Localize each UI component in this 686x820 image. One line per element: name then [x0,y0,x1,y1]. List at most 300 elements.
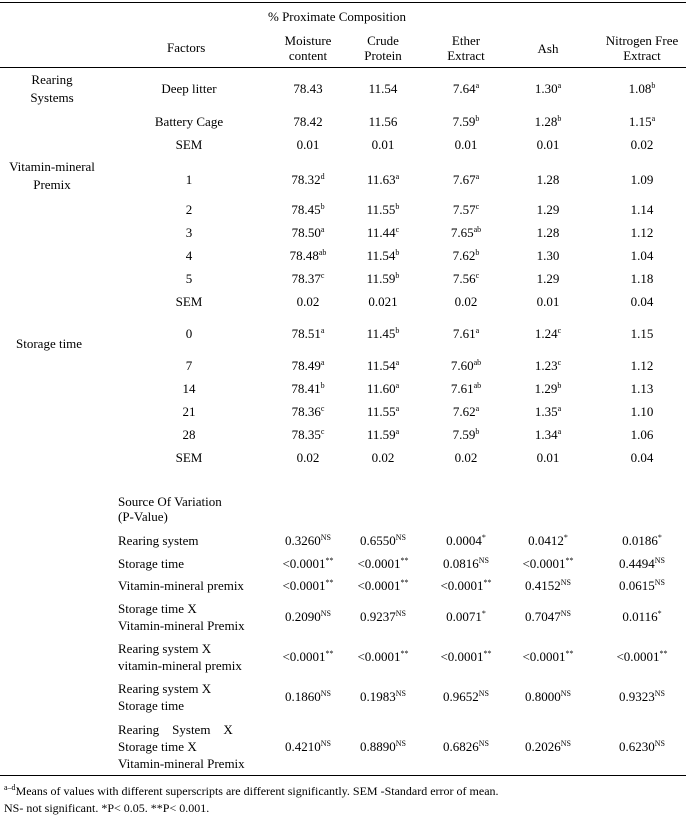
p-value-cell [338,689,428,704]
cell-value: 7.67 [452,172,476,187]
row-factor-name: 0 [185,326,193,341]
p-value-cell [421,556,511,571]
p-value-cell [597,739,686,754]
cell-superscript: ** [325,649,334,658]
cell-value: 1.15 [630,326,654,341]
table-cell [421,172,511,187]
cell-value: <0.0001 [357,649,401,664]
header-group-title: % Proximate Composition [268,9,406,24]
cell-superscript: d [320,172,325,181]
table-cell [338,381,428,396]
cell-superscript: a [320,225,325,234]
column-header-3-line-0: Ash [537,41,559,56]
cell-superscript: c [475,202,480,211]
cell-value: 11.59 [366,271,396,286]
cell-value: 7.56 [452,271,476,286]
table-cell [503,358,593,373]
table-cell [421,81,511,96]
group-label-2-line-0: Storage time [16,336,83,351]
row-factor-name: Battery Cage [154,114,224,129]
cell-superscript: ** [400,556,409,565]
cell-value: 1.12 [630,225,654,240]
cell-superscript: a [395,404,400,413]
table-cell [503,271,593,286]
cell-value: 0.9323 [619,689,655,704]
table-cell [597,404,686,419]
column-header-4-line-1: Extract [623,48,661,63]
cell-value: 0.9237 [360,609,396,624]
cell-value: 11.63 [366,172,396,187]
group-label-1-line-1: Premix [33,177,71,192]
cell-value: 0.9652 [443,689,479,704]
cell-superscript: ab [473,225,482,234]
column-header-1-line-1: Protein [364,48,402,63]
variation-row-label: Storage time X [118,601,197,616]
p-value-cell [421,533,511,548]
cell-value: 0.6826 [443,739,479,754]
footnote-line-1 [4,784,499,799]
table-cell [597,450,686,465]
cell-superscript: c [320,427,325,436]
table-cell [338,294,428,309]
cell-value: 0.8890 [360,739,396,754]
cell-superscript: ** [565,556,574,565]
table-cell [597,326,686,341]
cell-value: 11.55 [366,404,396,419]
cell-value: 0.021 [368,294,398,309]
cell-value: <0.0001 [616,649,660,664]
cell-value: 0.6230 [619,739,655,754]
cell-superscript: ** [483,649,492,658]
cell-value: <0.0001 [440,649,484,664]
cell-superscript: NS [320,609,331,618]
cell-value: <0.0001 [522,556,566,571]
table-cell [421,248,511,263]
table-cell [597,381,686,396]
variation-row-label: Storage time [118,556,185,571]
p-value-cell [503,556,593,571]
cell-superscript: NS [654,556,665,565]
p-value-cell [338,739,428,754]
row-factor-name: 21 [182,404,196,419]
cell-superscript: b [320,202,325,211]
group-label-1-line-0: Vitamin-mineral [9,159,95,174]
cell-superscript: * [563,533,568,542]
cell-superscript: b [395,202,400,211]
variation-row-label: Rearing system [118,533,199,548]
cell-superscript: c [475,271,480,280]
cell-superscript: a [475,172,480,181]
cell-superscript: NS [320,533,331,542]
cell-superscript: NS [395,533,406,542]
cell-superscript: b [395,326,400,335]
cell-value: 0.2026 [525,739,561,754]
table-cell [597,427,686,442]
cell-value: 1.13 [630,381,654,396]
group-label-0-line-1: Systems [30,90,74,105]
cell-value: 11.45 [366,326,396,341]
table-cell [338,172,428,187]
table-cell [421,358,511,373]
cell-value: 0.02 [454,294,478,309]
cell-superscript: c [395,225,400,234]
cell-superscript: NS [478,739,489,748]
cell-value: <0.0001 [522,649,566,664]
cell-superscript: ab [473,358,482,367]
cell-superscript: b [651,81,656,90]
cell-superscript: NS [320,739,331,748]
cell-value: 78.51 [291,326,321,341]
cell-value: 11.44 [366,225,396,240]
cell-superscript: NS [654,578,665,587]
table-cell [503,81,593,96]
cell-superscript: * [481,609,486,618]
column-header-0-line-0: Moisture [284,33,332,48]
table-cell [421,381,511,396]
cell-value: 1.06 [630,427,654,442]
variation-row-label: Vitamin-mineral premix [118,578,244,593]
cell-value: 0.2090 [285,609,321,624]
cell-value: <0.0001 [357,578,401,593]
cell-superscript: NS [478,689,489,698]
table-cell [503,381,593,396]
cell-value: 1.08 [628,81,652,96]
variation-row-label: Storage time X [118,739,197,754]
cell-superscript: c [320,404,325,413]
cell-value: 0.02 [371,450,395,465]
cell-superscript: NS [320,689,331,698]
cell-superscript: NS [395,689,406,698]
cell-value: 1.30 [536,248,560,263]
cell-value: 0.0004 [446,533,482,548]
p-value-cell [597,609,686,624]
p-value-cell [503,689,593,704]
cell-value: 7.62 [452,404,476,419]
table-bottom-rule [0,775,686,776]
table-cell [338,225,428,240]
cell-value: 1.29 [536,271,560,286]
cell-superscript: b [557,381,562,390]
cell-value: 0.7047 [525,609,561,624]
cell-value: 7.59 [452,114,476,129]
p-value-cell [597,689,686,704]
cell-value: 78.42 [293,114,323,129]
cell-superscript: NS [654,739,665,748]
table-cell [421,271,511,286]
cell-value: 7.62 [452,248,476,263]
table-cell [503,172,593,187]
variation-title-line-1: (P-Value) [118,509,168,524]
cell-value: 0.02 [630,137,654,152]
cell-value: 11.55 [366,202,396,217]
cell-superscript: a [395,427,400,436]
cell-value: 7.65 [450,225,474,240]
table-cell [597,248,686,263]
table-cell [421,294,511,309]
cell-superscript: ** [659,649,668,658]
cell-superscript: NS [478,556,489,565]
cell-value: 1.29 [534,381,558,396]
cell-superscript: NS [395,609,406,618]
cell-superscript: a [395,172,400,181]
cell-value: 1.04 [630,248,654,263]
cell-value: 0.3260 [285,533,321,548]
footnote-superscript: a–d [4,783,16,792]
table-cell [503,137,593,152]
cell-value: 1.28 [534,114,558,129]
variation-row-label: vitamin-mineral premix [118,658,242,673]
table-cell [338,450,428,465]
variation-row-label: Rearing system X [118,641,212,656]
cell-value: 11.54 [366,358,396,373]
cell-superscript: ** [325,556,334,565]
cell-superscript: * [657,533,662,542]
cell-value: <0.0001 [282,556,326,571]
table-cell [503,202,593,217]
row-factor-name: 5 [185,271,193,286]
table-cell [421,225,511,240]
p-value-cell [421,609,511,624]
cell-value: 78.45 [291,202,321,217]
cell-value: 0.8000 [525,689,561,704]
table-cell [338,358,428,373]
p-value-cell [503,578,593,593]
table-cell [338,427,428,442]
cell-value: 78.50 [291,225,321,240]
p-value-cell [503,533,593,548]
cell-superscript: b [475,427,480,436]
row-factor-name: SEM [175,137,203,152]
row-factor-name: 3 [185,225,193,240]
cell-superscript: a [557,404,562,413]
cell-value: 7.64 [452,81,476,96]
cell-superscript: ** [565,649,574,658]
table-cell [597,81,686,96]
cell-value: 0.6550 [360,533,396,548]
p-value-cell [597,578,686,593]
cell-value: 0.01 [454,137,478,152]
cell-value: 0.04 [630,294,654,309]
p-value-cell [338,609,428,624]
cell-value: 1.28 [536,172,560,187]
row-factor-name: 7 [185,358,193,373]
cell-value: 0.04 [630,450,654,465]
table-cell [503,427,593,442]
cell-value: 7.61 [450,381,474,396]
cell-value: 7.59 [452,427,476,442]
cell-value: 0.4152 [525,578,561,593]
cell-value: 11.60 [366,381,396,396]
cell-superscript: b [475,114,480,123]
cell-value: 0.0615 [619,578,655,593]
group-label-0-line-0: Rearing [31,72,73,87]
cell-value: 0.0412 [528,533,564,548]
table-cell [421,450,511,465]
cell-value: 0.01 [371,137,395,152]
p-value-cell [421,689,511,704]
cell-superscript: b [395,248,400,257]
table-cell [338,81,428,96]
cell-value: 0.1983 [360,689,396,704]
table-top-rule [0,2,686,3]
cell-superscript: a [557,427,562,436]
cell-superscript: c [557,358,562,367]
p-value-cell [338,556,428,571]
cell-value: 11.56 [368,114,398,129]
cell-value: 78.37 [291,271,321,286]
table-cell [421,427,511,442]
cell-superscript: c [557,326,562,335]
cell-value: 0.01 [536,294,560,309]
cell-superscript: b [557,114,562,123]
p-value-cell [597,556,686,571]
column-header-1-line-0: Crude [367,33,399,48]
table-cell [503,326,593,341]
column-header-0-line-1: content [288,48,328,63]
cell-value: 11.54 [366,248,396,263]
cell-value: 0.01 [536,137,560,152]
cell-value: 11.54 [368,81,398,96]
cell-value: 7.57 [452,202,476,217]
cell-superscript: b [475,248,480,257]
cell-value: 78.48 [289,248,319,263]
cell-value: 0.02 [454,450,478,465]
row-factor-name: Deep litter [161,81,217,96]
header-factors-label: Factors [167,40,206,55]
table-cell [597,114,686,129]
cell-superscript: * [481,533,486,542]
cell-superscript: a [395,381,400,390]
variation-title-line-0: Source Of Variation [118,494,222,509]
cell-value: 1.10 [630,404,654,419]
cell-value: 78.35 [291,427,321,442]
table-cell [503,450,593,465]
cell-superscript: NS [560,689,571,698]
p-value-cell [338,649,428,664]
variation-row-label: Rearing system X [118,681,212,696]
table-cell [338,326,428,341]
table-cell [338,248,428,263]
row-factor-name: 2 [185,202,193,217]
table-cell [503,404,593,419]
table-cell [421,137,511,152]
cell-value: 1.28 [536,225,560,240]
cell-value: 11.59 [366,427,396,442]
p-value-cell [503,739,593,754]
table-cell [338,137,428,152]
cell-value: 0.4210 [285,739,321,754]
variation-row-label: Vitamin-mineral Premix [118,756,245,771]
cell-value: 1.18 [630,271,654,286]
cell-value: 1.12 [630,358,654,373]
table-cell [421,114,511,129]
variation-row-label: Storage time [118,698,185,713]
cell-value: 0.4494 [619,556,655,571]
cell-value: 0.0071 [446,609,482,624]
cell-superscript: NS [654,689,665,698]
cell-superscript: a [320,326,325,335]
p-value-cell [338,533,428,548]
cell-superscript: a [475,404,480,413]
table-cell [421,202,511,217]
row-factor-name: SEM [175,294,203,309]
footnote-line-2: NS- not significant. *P< 0.05. **P< 0.001. [4,801,210,815]
table-cell [597,271,686,286]
cell-superscript: NS [560,609,571,618]
cell-value: 1.30 [534,81,558,96]
cell-superscript: a [557,81,562,90]
cell-value: 0.02 [296,294,320,309]
cell-superscript: b [395,271,400,280]
cell-value: 78.43 [293,81,323,96]
cell-value: <0.0001 [357,556,401,571]
p-value-cell [338,578,428,593]
p-value-cell [503,609,593,624]
cell-value: <0.0001 [282,578,326,593]
cell-value: 1.09 [630,172,654,187]
cell-value: 0.01 [536,450,560,465]
cell-value: 0.0186 [622,533,658,548]
cell-value: 0.0816 [443,556,479,571]
cell-value: 78.32 [291,172,321,187]
cell-value: 0.02 [296,450,320,465]
table-cell [597,225,686,240]
table-cell [421,326,511,341]
table-cell [338,114,428,129]
cell-superscript: a [395,358,400,367]
cell-value: 78.36 [291,404,321,419]
cell-superscript: NS [560,578,571,587]
variation-row-label: Vitamin-mineral Premix [118,618,245,633]
p-value-cell [597,649,686,664]
table-cell [597,202,686,217]
cell-superscript: * [657,609,662,618]
cell-value: 7.60 [450,358,474,373]
cell-superscript: a [475,81,480,90]
row-factor-name: SEM [175,450,203,465]
footnote-text: Means of values with different superscripts are different significantly. SEM -Standard error of mean. [15,784,499,798]
cell-superscript: ** [400,649,409,658]
table-cell [503,114,593,129]
cell-value: 1.24 [534,326,558,341]
cell-value: 1.29 [536,202,560,217]
cell-value: 0.01 [296,137,320,152]
column-header-4-line-0: Nitrogen Free [605,33,679,48]
variation-row-label: Rearing System X [118,722,233,737]
cell-superscript: b [320,381,325,390]
table-cell [338,404,428,419]
row-factor-name: 28 [182,427,196,442]
cell-superscript: ** [483,578,492,587]
cell-value: <0.0001 [282,649,326,664]
row-factor-name: 1 [185,172,193,187]
cell-value: 0.0116 [622,609,658,624]
table-cell [597,172,686,187]
table-cell [597,358,686,373]
column-header-2-line-0: Ether [451,33,481,48]
cell-value: 7.61 [452,326,476,341]
cell-superscript: NS [560,739,571,748]
cell-value: 1.34 [534,427,558,442]
row-factor-name: 4 [185,248,193,263]
cell-value: 0.1860 [285,689,321,704]
table-header-rule [0,67,686,68]
cell-value: 78.49 [291,358,321,373]
p-value-cell [597,533,686,548]
table-cell [338,202,428,217]
table-cell [421,404,511,419]
table-cell [503,225,593,240]
